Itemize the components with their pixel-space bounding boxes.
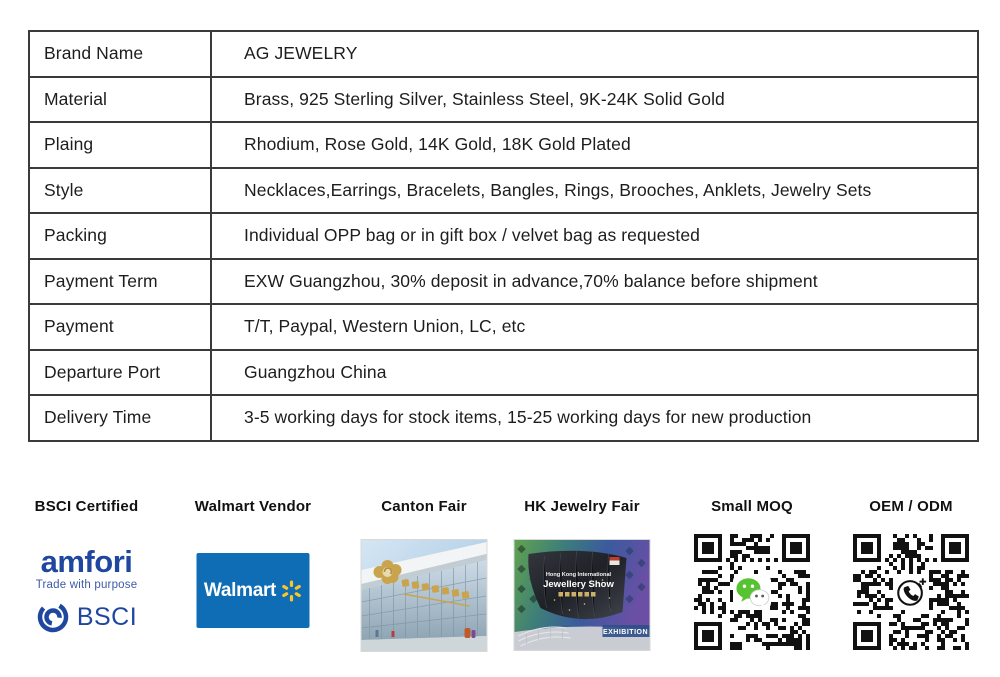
row-value: Individual OPP bag or in gift box / velvet bag as requested: [211, 213, 978, 259]
badge-oem-odm: [841, 496, 981, 671]
whatsapp-qr-code: [853, 534, 969, 650]
amfori-wordmark: amfori: [40, 544, 133, 579]
spec-table: [28, 30, 979, 442]
bsci-wordmark: BSCI: [76, 602, 138, 631]
table-row: [29, 122, 978, 168]
row-value: 3-5 working days for stock items, 15-25 working days for new production: [211, 395, 978, 441]
badge-label: Small MOQ: [711, 498, 793, 515]
table-row: [29, 168, 978, 214]
row-value: Necklaces,Earrings, Bracelets, Bangles, Rings, Brooches, Anklets, Jewelry Sets: [211, 168, 978, 214]
walmart-logo: [197, 553, 310, 628]
badge-hk-jewelry-fair: [512, 496, 652, 671]
amfori-tagline: Trade with purpose: [35, 579, 138, 591]
hk-jewelry-fair-photo: [515, 540, 650, 650]
badge-canton-fair: [354, 496, 494, 671]
row-value: Brass, 925 Sterling Silver, Stainless Steel, 9K-24K Solid Gold: [211, 77, 978, 123]
table-row: [29, 350, 978, 396]
whatsapp-icon: [893, 574, 929, 610]
row-value: AG JEWELRY: [211, 31, 978, 77]
table-row: [29, 304, 978, 350]
table-row: [29, 259, 978, 305]
badge-label: HK Jewelry Fair: [524, 498, 640, 515]
row-label: Payment: [29, 304, 211, 350]
walmart-spark-icon: [280, 580, 302, 602]
row-label: Brand Name: [29, 31, 211, 77]
row-label: Departure Port: [29, 350, 211, 396]
row-label: Style: [29, 168, 211, 214]
bsci-spiral-icon: [36, 600, 70, 634]
canton-fair-photo: [362, 540, 487, 651]
badge-label: OEM / ODM: [869, 498, 953, 515]
badge-label: BSCI Certified: [34, 498, 139, 515]
row-label: Delivery Time: [29, 395, 211, 441]
row-label: Material: [29, 77, 211, 123]
svg-text:EXHIBITION: EXHIBITION: [602, 629, 649, 636]
table-row: [29, 213, 978, 259]
wechat-icon: [733, 575, 771, 609]
row-label: Payment Term: [29, 259, 211, 305]
table-row: [29, 395, 978, 441]
table-row: [29, 31, 978, 77]
row-value: Rhodium, Rose Gold, 14K Gold, 18K Gold Plated: [211, 122, 978, 168]
svg-text:Jewellery Show: Jewellery Show: [543, 579, 614, 590]
wechat-qr-code: [694, 534, 810, 650]
walmart-wordmark: Walmart: [203, 579, 277, 601]
svg-text:Hong Kong International: Hong Kong International: [545, 572, 612, 578]
badge-walmart-vendor: [183, 496, 323, 671]
badge-label: Canton Fair: [381, 498, 467, 515]
table-row: [29, 77, 978, 123]
row-label: Packing: [29, 213, 211, 259]
badge-bsci-certified: [14, 496, 159, 671]
badge-small-moq: [682, 496, 822, 671]
row-label: Plaing: [29, 122, 211, 168]
row-value: Guangzhou China: [211, 350, 978, 396]
row-value: T/T, Paypal, Western Union, LC, etc: [211, 304, 978, 350]
row-value: EXW Guangzhou, 30% deposit in advance,70% balance before shipment: [211, 259, 978, 305]
badge-label: Walmart Vendor: [194, 498, 312, 515]
amfori-bsci-logo: [22, 546, 152, 634]
